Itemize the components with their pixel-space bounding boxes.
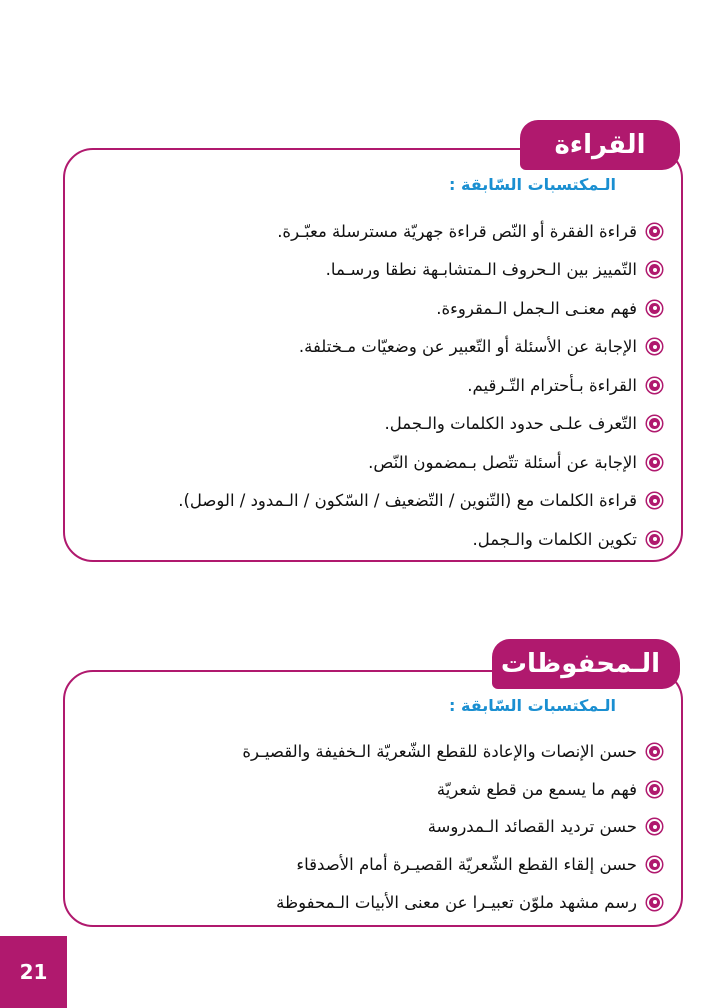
circle-bullet-icon <box>649 341 660 352</box>
list-item-text: حسن ترديد القصائد الـمدروسة <box>427 817 637 837</box>
list-item <box>242 883 660 921</box>
circle-bullet-icon <box>649 821 660 832</box>
list-item <box>178 366 660 405</box>
memorization-section-title: الـمحفوظات <box>494 641 678 687</box>
circle-bullet-icon <box>649 784 660 795</box>
list-item-text: الإجابة عن أسئلة تتّصل بـمضمون النّص. <box>368 452 637 472</box>
circle-bullet-icon <box>649 380 660 391</box>
circle-bullet-icon <box>649 859 660 870</box>
page-number: 21 <box>19 960 48 984</box>
list-item-text: قراءة الفقرة أو النّص قراءة جهريّة مسترسلة معبّـرة. <box>277 221 637 241</box>
list-item <box>178 328 660 367</box>
circle-bullet-icon <box>649 226 660 237</box>
memorization-skills-list <box>242 733 660 921</box>
circle-bullet-icon <box>649 418 660 429</box>
list-item-text: قراءة الكلمات مع (التّنوين / التّضعيف / السّكون / الـمدود / الوصل). <box>178 491 637 511</box>
list-item <box>178 212 660 251</box>
list-item <box>242 771 660 809</box>
circle-bullet-icon <box>649 534 660 545</box>
circle-bullet-icon <box>649 746 660 757</box>
list-item-text: فهم معنـى الـجمل الـمقروءة. <box>436 298 637 318</box>
list-item-text: فهم ما يسمع من قطع شعريّة <box>436 779 637 799</box>
reading-skills-list <box>178 212 660 559</box>
list-item-text: تكوين الكلمات والـجمل. <box>472 529 637 549</box>
list-item <box>178 251 660 290</box>
list-item-text: القراءة بـأحترام التّـرقيم. <box>467 375 637 395</box>
list-item-text: حسن الإنصات والإعادة للقطع الشّعريّة الـخفيفة والقصيـرة <box>242 742 637 762</box>
list-item-text: التّمييز بين الـحروف الـمتشابـهة نطقا ورسـما. <box>325 260 637 280</box>
list-item <box>242 846 660 884</box>
reading-section-title: القراءة <box>522 122 678 168</box>
list-item <box>178 443 660 482</box>
circle-bullet-icon <box>649 457 660 468</box>
list-item <box>242 808 660 846</box>
circle-bullet-icon <box>649 897 660 908</box>
list-item-text: حسن إلقاء القطع الشّعريّة القصيـرة أمام الأصدقاء <box>296 855 637 875</box>
list-item-text: رسم مشهد ملوّن تعبيـرا عن معنى الأبيات الـمحفوظة <box>276 892 637 912</box>
list-item-text: التّعرف علـى حدود الكلمات والـجمل. <box>384 414 637 434</box>
reading-prior-knowledge-heading: الـمكتسبات السّابقة : <box>449 175 616 194</box>
list-item <box>178 482 660 521</box>
memorization-prior-knowledge-heading: الـمكتسبات السّابقة : <box>449 696 616 715</box>
circle-bullet-icon <box>649 303 660 314</box>
circle-bullet-icon <box>649 495 660 506</box>
list-item <box>178 405 660 444</box>
list-item <box>178 289 660 328</box>
circle-bullet-icon <box>649 264 660 275</box>
list-item-text: الإجابة عن الأسئلة أو التّعبير عن وضعيّات مـختلفة. <box>298 337 637 357</box>
list-item <box>242 733 660 771</box>
list-item <box>178 520 660 559</box>
